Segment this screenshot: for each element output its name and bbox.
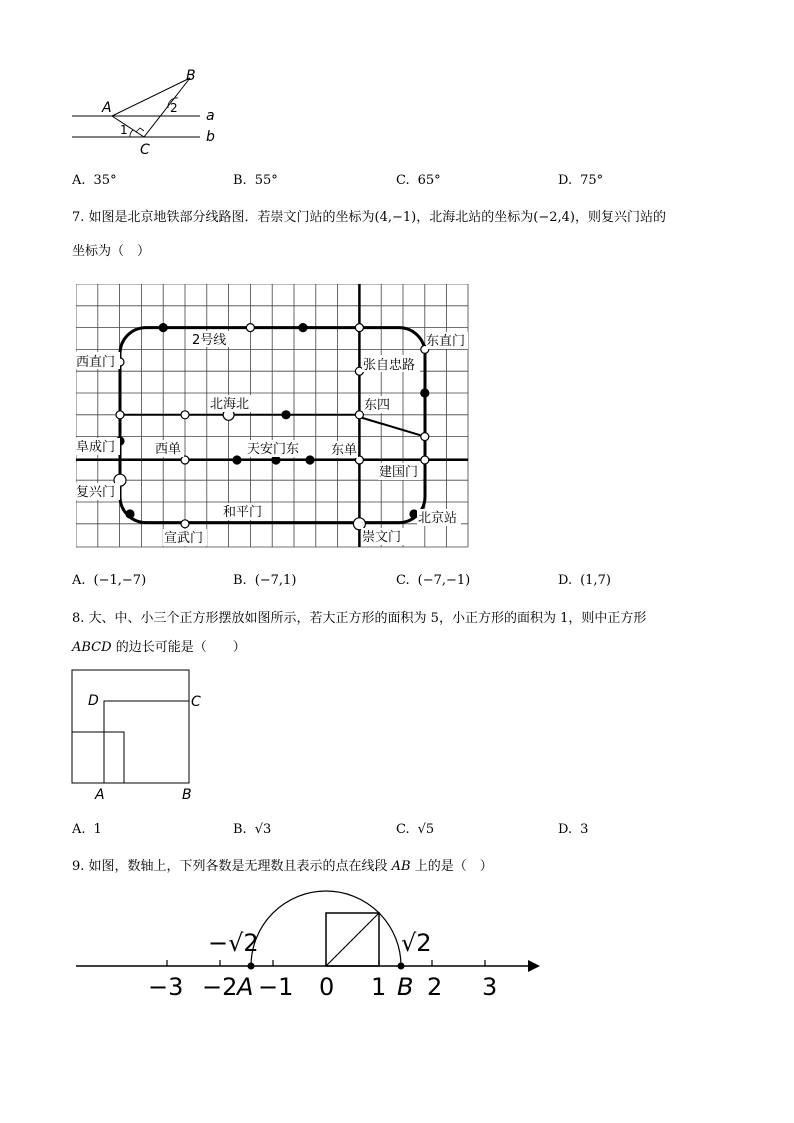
q6-option-b: B. 55°: [233, 173, 278, 188]
q7-stem-line1: 7. 如图是北京地铁部分线路图．若崇文门站的坐标为(4,−1)，北海北站的坐标为(−2,4)，则复兴门站的: [72, 210, 666, 225]
tick-2: 2: [427, 973, 443, 1001]
subway-map: [76, 284, 470, 550]
station-beijingzhan: [410, 510, 418, 518]
label-B: B: [397, 973, 414, 1001]
q9-stem: 9. 如图，数轴上，下列各数是无理数且表示的点在线段 AB 上的是（ ）: [72, 859, 493, 874]
label-chongwenmen: 崇文门: [362, 530, 402, 545]
station-dot: [126, 510, 134, 518]
q6-label-A: A: [102, 100, 112, 116]
station-dot: [299, 324, 307, 332]
tick-3: 3: [482, 973, 498, 1001]
label-dongzhimen: 东直门: [426, 334, 466, 349]
q8-label-D: D: [88, 693, 99, 709]
q8-option-c: C. √5: [396, 822, 435, 837]
tick-1: 1: [371, 973, 387, 1001]
q8-label-B: B: [182, 787, 192, 803]
station-dot: [272, 456, 280, 464]
label-beihaibei: 北海北: [210, 397, 250, 412]
q6-label-b: b: [206, 129, 215, 145]
label-dongdan: 东单: [331, 443, 358, 458]
station-xuanwumen: [181, 520, 189, 528]
number-line-figure: [70, 890, 550, 1010]
q6-option-d: D. 75°: [558, 173, 604, 188]
label-line2: 2号线: [192, 333, 227, 348]
q7-option-c: C. (−7,−1): [396, 573, 471, 588]
label-xizhimen: 西直门: [76, 355, 116, 370]
q6-label-B: B: [186, 68, 196, 84]
tick-neg3: −3: [148, 973, 184, 1001]
label-dongsi: 东四: [364, 398, 391, 413]
q8-squares-figure: [66, 664, 216, 806]
station-dot: [233, 456, 241, 464]
q8-option-b: B. √3: [233, 822, 272, 837]
q8-option-d: D. 3: [558, 822, 589, 837]
point-B: [398, 963, 405, 970]
station-xidan: [181, 456, 189, 464]
tick-neg2: −2: [202, 973, 238, 1001]
q8-label-A: A: [95, 787, 105, 803]
station-dot: [282, 411, 290, 419]
label-xuanwumen: 宣武门: [164, 531, 204, 546]
q6-label-C: C: [140, 142, 150, 158]
label-jianguomen: 建国门: [379, 465, 419, 480]
q7-option-b: B. (−7,1): [233, 573, 297, 588]
point-A: [248, 963, 255, 970]
q8-stem-line1: 8. 大、中、小三个正方形摆放如图所示，若大正方形的面积为 5，小正方形的面积为 1，则中正方形: [72, 611, 647, 626]
q7-option-a: A. (−1,−7): [72, 573, 147, 588]
station-dot: [246, 324, 254, 332]
label-fuxingmen: 复兴门: [76, 485, 116, 500]
q8-stem-line2: ABCD 的边长可能是（ ）: [72, 640, 246, 655]
station-dot: [181, 411, 189, 419]
diagonal: [326, 913, 379, 966]
station-dot: [355, 324, 363, 332]
q8-label-C: C: [191, 694, 201, 710]
station-dongsi: [355, 411, 363, 419]
station-dot: [421, 433, 429, 441]
station-dot: [306, 456, 314, 464]
q7-stem-line2: 坐标为（ ）: [72, 244, 151, 259]
line-branch: [359, 417, 424, 437]
q6-option-a: A. 35°: [72, 173, 117, 188]
q6-figure: [60, 60, 230, 160]
station-jianguomen: [421, 456, 429, 464]
q6-option-c: C. 65°: [396, 173, 441, 188]
tick-0: 0: [319, 973, 335, 1001]
q6-label-a: a: [206, 108, 215, 124]
label-zhangzizhonglu: 张自忠路: [363, 358, 416, 373]
station-dot: [116, 411, 124, 419]
label-xidan: 西单: [155, 442, 182, 457]
label-sqrt2: √2: [401, 929, 432, 957]
label-hepingmen: 和平门: [223, 505, 263, 520]
q7-option-d: D. (1,7): [558, 573, 611, 588]
label-fuchengmen: 阜成门: [76, 440, 116, 455]
q8-option-a: A. 1: [72, 822, 102, 837]
label-A: A: [237, 973, 254, 1001]
label-beijingzhan: 北京站: [418, 511, 458, 526]
station-dot: [421, 389, 429, 397]
q6-label-2: 2: [170, 101, 178, 115]
label-neg-sqrt2: −√2: [208, 929, 259, 957]
station-dot: [159, 324, 167, 332]
q6-label-1: 1: [120, 123, 128, 137]
axis-arrow: [528, 960, 540, 972]
label-tiananmendong: 天安门东: [247, 442, 300, 457]
tick-neg1: −1: [258, 973, 294, 1001]
